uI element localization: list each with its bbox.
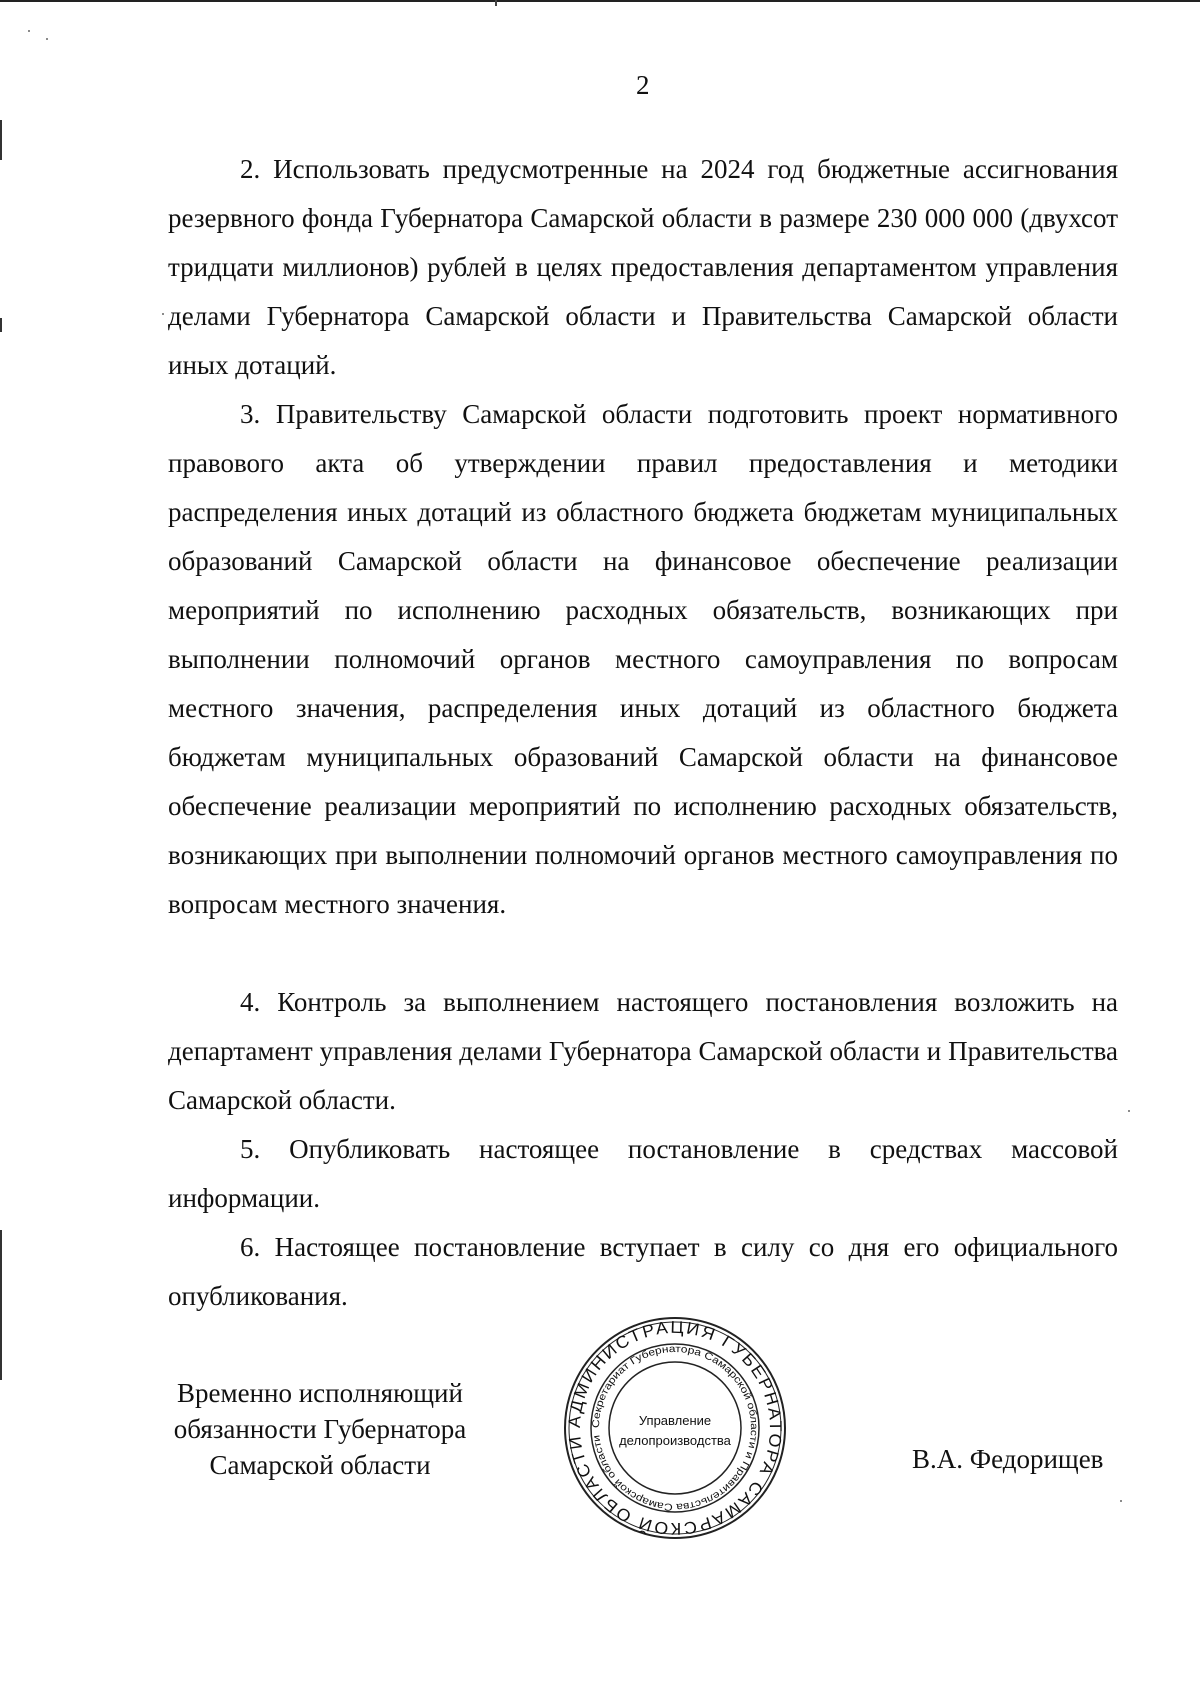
scan-speck bbox=[46, 38, 48, 40]
signer-position bbox=[160, 1375, 480, 1483]
paragraph-6: 6. Настоящее постановление вступает в силу со дня его официального опубликования. bbox=[168, 1232, 1118, 1311]
signer-position-line: Временно исполняющий bbox=[177, 1378, 463, 1408]
scan-mark bbox=[0, 1230, 2, 1380]
signer-position-line: обязанности Губернатора bbox=[173, 1414, 467, 1444]
signer-position-line: Самарской области bbox=[209, 1450, 431, 1480]
paragraph-4: 4. Контроль за выполнением настоящего постановления возложить на департамент управления делами Губернатора Самарской области и Правительства Самарской области. bbox=[168, 987, 1118, 1115]
scan-speck bbox=[1120, 1500, 1122, 1502]
seal-center-text: делопроизводства bbox=[619, 1433, 731, 1448]
seal-center-text: Управление bbox=[638, 1413, 712, 1428]
seal-outer-text: АДМИНИСТРАЦИЯ ГУБЕРНАТОРА САМАРСКОЙ ОБЛАСТИ bbox=[564, 1317, 786, 1539]
scan-speck bbox=[28, 30, 30, 32]
scan-mark bbox=[0, 318, 2, 332]
official-seal bbox=[563, 1312, 787, 1544]
scan-speck bbox=[1128, 1110, 1130, 1112]
signer-name: В.А. Федорищев bbox=[912, 1444, 1104, 1474]
paragraph-5: 5. Опубликовать настоящее постановление в средствах массовой информации. bbox=[168, 1134, 1118, 1213]
paragraph-2: 2. Использовать предусмотренные на 2024 год бюджетные ассигнования резервного фонда Губернатора Самарской области в размере 230 000 000 (двухсот тридцати миллионов) рублей в целях предоставления департаментом управления делами Губернатора Самарской области и Правительства Самарской области иных дотаций. bbox=[168, 154, 1118, 380]
scan-speck bbox=[162, 313, 164, 315]
seal-inner-text: Секретариат Губернатора Самарской области и Правительства Самарской области bbox=[590, 1343, 760, 1513]
seal-inner-circle bbox=[609, 1362, 741, 1494]
scan-mark bbox=[495, 0, 497, 6]
scan-mark bbox=[0, 120, 2, 160]
scan-top-edge bbox=[0, 0, 1200, 2]
paragraph-3: 3. Правительству Самарской области подготовить проект нормативного правового акта об утверждении правил предоставления и методики распределения иных дотаций из областного бюджета бюджетам муниципальных образований Самарской области на финансовое обеспечение реализации мероприятий по исполнению расходных обязательств, возникающих при выполнении полномочий органов местного самоуправления по вопросам местного значения, распределения иных дотаций из областного бюджета бюджетам муниципальных образований Самарской области на финансовое обеспечение реализации мероприятий по исполнению расходных обязательств, возникающих при выполнении полномочий органов местного самоуправления по вопросам местного значения. bbox=[168, 399, 1118, 919]
page-number: 2 bbox=[636, 70, 650, 100]
